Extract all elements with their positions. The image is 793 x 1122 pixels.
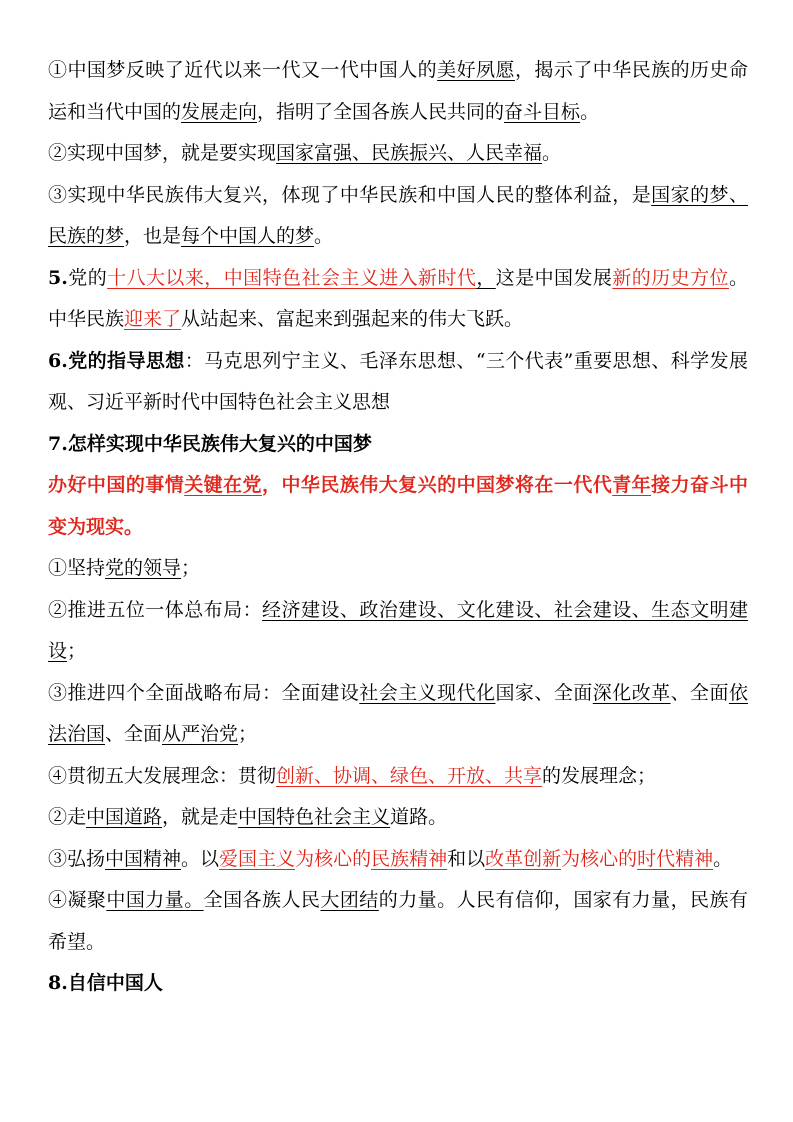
text-segment: 道路。: [390, 806, 448, 828]
text-segment: 。以: [181, 847, 220, 870]
text-segment: ③实现中华民族伟大复兴，体现了中华民族和中国人民的整体利益，是: [48, 183, 652, 206]
underlined-text: 中国精神: [105, 847, 182, 870]
list-item-four-comprehensives: [48, 673, 748, 756]
underlined-text: 依法治国: [48, 681, 748, 745]
underlined-text: 青年: [612, 474, 652, 496]
underlined-text: 爱国主义: [219, 847, 296, 870]
text-segment: 办好中国的事情: [48, 474, 185, 496]
underlined-text: 民族精神: [371, 847, 448, 870]
text-segment: 。中华民族: [48, 266, 748, 330]
underlined-text: 发展走向: [181, 100, 258, 123]
paragraph-guiding-thought: [48, 341, 748, 424]
paragraph-new-era: [48, 258, 748, 341]
text-segment: ，也是: [124, 225, 182, 247]
text-segment: 8.自信中国人: [48, 972, 163, 994]
text-segment: 为核心的: [295, 847, 372, 870]
text-segment: ；: [181, 557, 201, 579]
text-segment: 、全面: [670, 681, 729, 704]
text-segment: 、全面: [105, 723, 163, 745]
heading-confident-chinese: [48, 963, 748, 1005]
text-segment: ①坚持: [48, 557, 106, 579]
list-item-five-in-one: [48, 590, 748, 673]
underlined-text: 国家富强、民族振兴、人民幸福: [276, 142, 543, 164]
list-item-china-spirit: [48, 839, 748, 881]
underlined-text: 新的历史方位: [612, 266, 729, 289]
text-segment: ；: [67, 640, 87, 662]
text-segment: 的力量。人民有信仰，国家有力量，民族有希望。: [48, 889, 748, 953]
underlined-text: 深化改革: [592, 681, 671, 704]
text-segment: 6.党的指导思想: [48, 349, 185, 372]
heading-how-to-realize: [48, 424, 748, 466]
text-segment: 国家、全面: [495, 681, 593, 704]
list-item-five-concepts: [48, 756, 748, 798]
text-segment: ③弘扬: [48, 847, 106, 870]
underlined-text: 党的领导: [105, 557, 182, 579]
text-segment: 7.怎样实现中华民族伟大复兴的中国梦: [48, 432, 372, 455]
text-segment: 党的: [67, 266, 108, 289]
list-item-china-road: [48, 797, 748, 839]
underlined-text: 中国道路: [86, 806, 163, 828]
text-segment: 。: [713, 847, 733, 870]
underlined-text: 每个中国人的梦: [181, 225, 315, 247]
text-segment: ，就是走: [162, 806, 239, 828]
paragraph-chinese-dream-meaning: [48, 50, 748, 133]
text-segment: ②推进五位一体总布局：: [48, 598, 263, 621]
underlined-text: 中国力量。: [106, 889, 204, 911]
underlined-text: 美好夙愿: [437, 59, 515, 81]
underlined-text: 改革创新: [485, 847, 562, 870]
text-segment: ，中华民族伟大复兴的中国梦将在一代代: [262, 474, 613, 496]
text-segment: ②走: [48, 806, 87, 828]
underlined-text: 从严治党: [162, 723, 239, 745]
underlined-text: 国家的梦、民族的梦: [48, 183, 748, 247]
list-item-party-leadership: [48, 548, 748, 590]
paragraph-national-rejuvenation: [48, 175, 748, 258]
text-segment: ④凝聚: [48, 889, 107, 911]
underlined-text: ，: [476, 266, 496, 289]
text-segment: 5.: [48, 266, 68, 289]
document-body: [48, 50, 748, 1005]
text-segment: ③推进四个全面战略布局：全面建设: [48, 681, 360, 704]
underlined-text: 社会主义现代化: [359, 681, 496, 704]
text-segment: 。: [542, 142, 562, 164]
text-segment: 从站起来、富起来到强起来的伟大飞跃。: [181, 308, 524, 330]
text-segment: ，指明了全国各族人民共同的: [257, 100, 505, 123]
underlined-text: 迎来了: [124, 308, 182, 330]
text-segment: ②实现中国梦，就是要实现: [48, 142, 277, 164]
text-segment: ①中国梦反映了近代以来一代又一代中国人的: [48, 59, 438, 81]
text-segment: 这是中国发展: [495, 266, 613, 289]
underlined-text: 创新、协调、绿色、开放、共享: [276, 764, 543, 787]
underlined-text: 关键在党: [184, 474, 263, 496]
underlined-text: 中国特色社会主义: [238, 806, 391, 828]
underlined-text: 奋斗目标: [504, 100, 581, 123]
text-segment: 全国各族人民: [203, 889, 321, 911]
text-segment: 。: [580, 100, 600, 123]
text-segment: ：马克思列宁主义、毛泽东思想、“三个代表”重要思想、科学发展观、习近平新时代中国特色社会主义思想: [48, 349, 748, 413]
text-segment: ，揭示了中华民族的历史命运和当代中国的: [48, 59, 748, 123]
paragraph-realize-dream: [48, 133, 748, 175]
text-segment: 为核心的: [561, 847, 638, 870]
underlined-text: 十八大以来，中国特色社会主义进入新时代: [107, 266, 477, 289]
underlined-text: 经济建设、政治建设、文化建设、社会建设、生态文明建设: [48, 598, 748, 662]
text-segment: 的发展理念；: [542, 764, 657, 787]
paragraph-key-in-party: [48, 465, 748, 548]
text-segment: 。: [314, 225, 334, 247]
list-item-china-strength: [48, 880, 748, 963]
text-segment: ④贯彻五大发展理念：贯彻: [48, 764, 277, 787]
text-segment: 接力奋斗中变为现实。: [48, 474, 748, 538]
underlined-text: 时代精神: [637, 847, 714, 870]
text-segment: ；: [238, 723, 258, 745]
text-segment: 和以: [447, 847, 486, 870]
underlined-text: 大团结: [320, 889, 379, 911]
